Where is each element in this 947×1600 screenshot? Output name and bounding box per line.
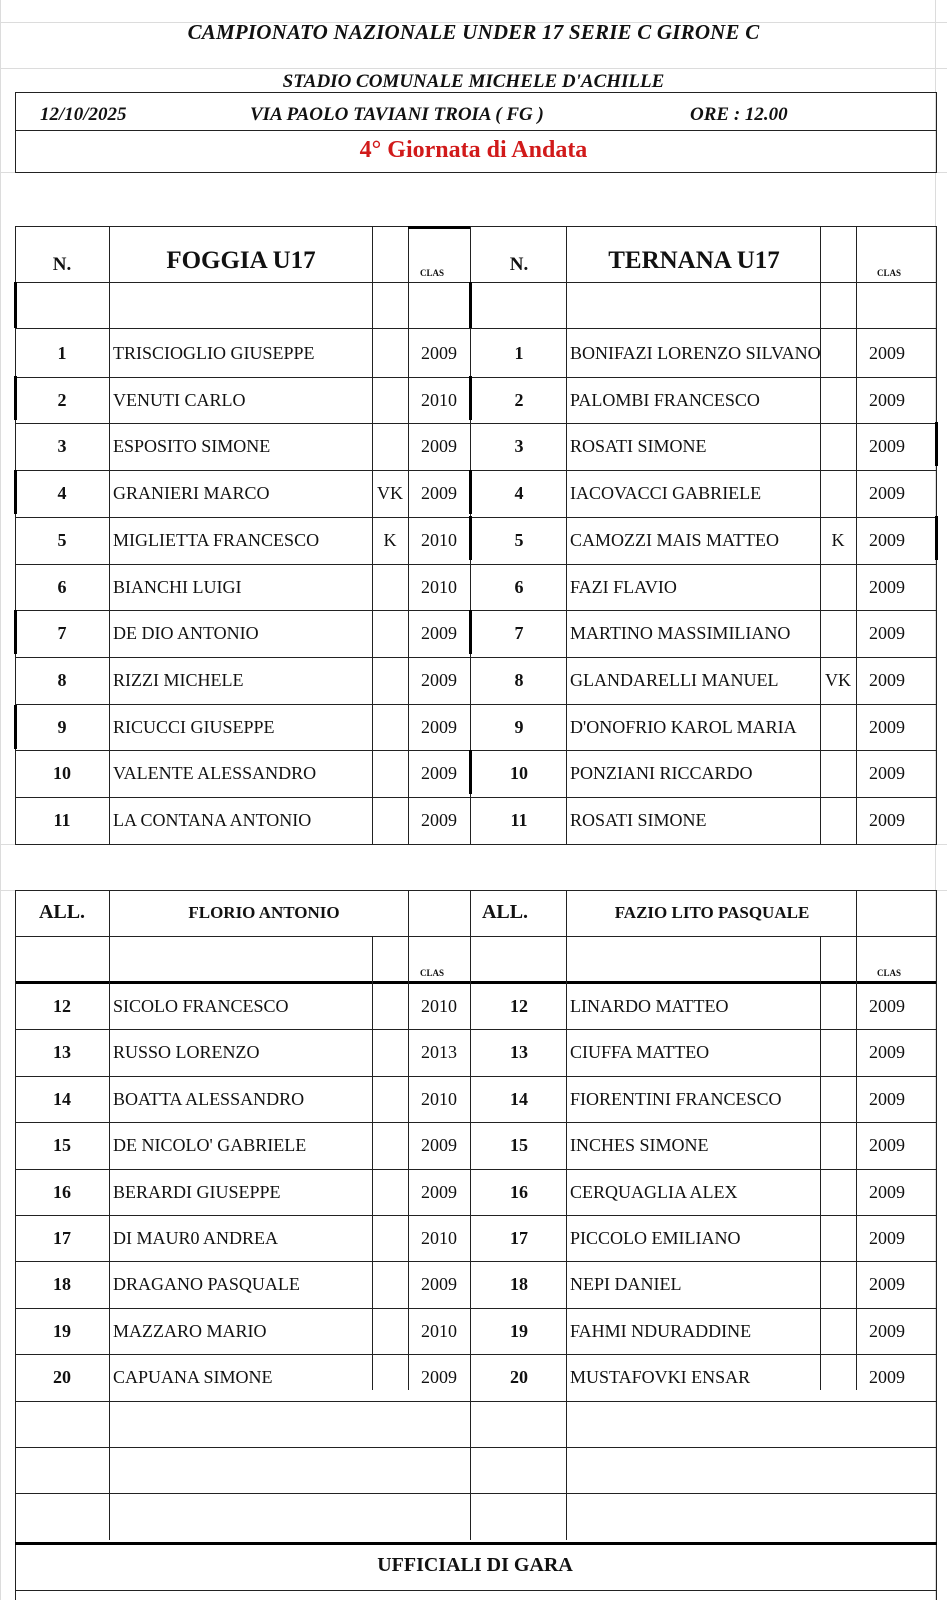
column-divider (109, 226, 110, 844)
player-number: 19 (510, 1321, 528, 1341)
captain-mark (820, 564, 856, 610)
left-marker (14, 282, 17, 328)
row-divider (15, 1447, 937, 1448)
center-divider (470, 890, 471, 1540)
player-number: 5 (57, 530, 67, 550)
captain-mark (820, 1122, 856, 1168)
player-name: BIANCHI LUIGI (113, 577, 242, 597)
captain-mark: K (383, 530, 397, 550)
birth-year: 2009 (869, 1135, 905, 1155)
birth-year: 2009 (869, 1228, 905, 1248)
player-name: FIORENTINI FRANCESCO (570, 1089, 782, 1109)
header-divider (15, 172, 937, 173)
player-number: 8 (514, 670, 524, 690)
row-divider (15, 1493, 937, 1494)
birth-year: 2009 (869, 810, 905, 830)
captain-mark (372, 797, 408, 843)
home-clas-header: CLAS (420, 268, 445, 278)
player-number: 18 (53, 1274, 71, 1294)
player-number: 19 (53, 1321, 71, 1341)
player-number: 18 (510, 1274, 528, 1294)
birth-year: 2009 (869, 763, 905, 783)
player-name: CAPUANA SIMONE (113, 1367, 273, 1387)
captain-mark (372, 1215, 408, 1261)
captain-mark (820, 704, 856, 750)
column-divider (566, 226, 567, 844)
captain-mark (372, 657, 408, 703)
player-number: 3 (514, 436, 524, 456)
birth-year: 2009 (421, 670, 457, 690)
player-name: IACOVACCI GABRIELE (570, 483, 762, 503)
officials-bottom-border (15, 1590, 937, 1591)
player-name: MAZZARO MARIO (113, 1321, 267, 1341)
away-team-name: TERNANA U17 (608, 247, 780, 274)
captain-mark (372, 1122, 408, 1168)
captain-mark (820, 423, 856, 469)
column-divider (109, 890, 110, 1540)
player-number: 13 (510, 1042, 528, 1062)
player-number: 7 (57, 623, 67, 643)
player-name: TRISCIOGLIO GIUSEPPE (113, 343, 315, 363)
player-number: 17 (53, 1228, 71, 1248)
captain-mark (820, 797, 856, 843)
player-name: INCHES SIMONE (570, 1135, 709, 1155)
coach-row-bottom (15, 936, 937, 937)
player-number: 6 (514, 577, 524, 597)
birth-year: 2009 (421, 623, 457, 643)
player-number: 1 (57, 343, 67, 363)
player-name: PALOMBI FRANCESCO (570, 390, 760, 410)
player-name: RUSSO LORENZO (113, 1042, 260, 1062)
player-number: 14 (510, 1089, 528, 1109)
captain-mark (372, 983, 408, 1029)
birth-year: 2010 (421, 390, 457, 410)
player-name: PONZIANI RICCARDO (570, 763, 753, 783)
player-number: 3 (57, 436, 67, 456)
birth-year: 2009 (869, 1182, 905, 1202)
birth-year: 2009 (869, 343, 905, 363)
player-name: NEPI DANIEL (570, 1274, 682, 1294)
captain-mark (372, 330, 408, 376)
row-marker (935, 516, 938, 560)
right-border (936, 890, 937, 1600)
captain-mark (372, 704, 408, 750)
birth-year: 2009 (869, 1321, 905, 1341)
player-name: CIUFFA MATTEO (570, 1042, 710, 1062)
player-name: MIGLIETTA FRANCESCO (113, 530, 320, 550)
player-number: 7 (514, 623, 524, 643)
player-name: ESPOSITO SIMONE (113, 436, 271, 456)
player-name: VENUTI CARLO (113, 390, 246, 410)
officials-top-border (15, 1542, 937, 1545)
center-marker (469, 282, 472, 328)
captain-mark (372, 750, 408, 796)
player-name: MUSTAFOVKI ENSAR (570, 1367, 751, 1387)
captain-mark (820, 1215, 856, 1261)
birth-year: 2009 (869, 530, 905, 550)
away-clas-header: CLAS (877, 268, 902, 278)
player-number: 11 (53, 810, 71, 830)
player-name: LA CONTANA ANTONIO (113, 810, 312, 830)
captain-mark (372, 377, 408, 423)
captain-mark (820, 1354, 856, 1400)
column-divider (566, 890, 567, 1540)
home-num-header: N. (52, 254, 72, 275)
captain-mark (820, 1308, 856, 1354)
player-name: D'ONOFRIO KAROL MARIA (570, 717, 797, 737)
captain-mark (820, 1076, 856, 1122)
captain-mark (372, 1308, 408, 1354)
player-name: DI MAUR0 ANDREA (113, 1228, 279, 1248)
sheet-grid (0, 0, 1, 1600)
player-name: RICUCCI GIUSEPPE (113, 717, 275, 737)
birth-year: 2009 (869, 623, 905, 643)
blank-row-bottom (15, 328, 937, 329)
sheet-grid (0, 68, 947, 69)
captain-mark (372, 1169, 408, 1215)
birth-year: 2009 (421, 1274, 457, 1294)
birth-year: 2009 (869, 1274, 905, 1294)
birth-year: 2009 (421, 763, 457, 783)
player-name: DRAGANO PASQUALE (113, 1274, 300, 1294)
birth-year: 2010 (421, 530, 457, 550)
row-marker (935, 422, 938, 466)
player-name: GLANDARELLI MANUEL (570, 670, 779, 690)
captain-mark (820, 470, 856, 516)
captain-mark (372, 423, 408, 469)
row-divider (15, 844, 937, 845)
player-number: 4 (514, 483, 524, 503)
captain-mark (372, 610, 408, 656)
player-number: 9 (514, 717, 524, 737)
birth-year: 2010 (421, 577, 457, 597)
birth-year: 2009 (869, 717, 905, 737)
player-number: 14 (53, 1089, 71, 1109)
player-number: 6 (57, 577, 67, 597)
player-number: 15 (53, 1135, 71, 1155)
home-coach-name: FLORIO ANTONIO (188, 903, 340, 922)
championship-title: CAMPIONATO NAZIONALE UNDER 17 SERIE C GIRONE C (187, 20, 760, 44)
birth-year: 2009 (869, 1089, 905, 1109)
player-name: FAZI FLAVIO (570, 577, 677, 597)
player-number: 8 (57, 670, 67, 690)
birth-year: 2009 (421, 717, 457, 737)
player-number: 10 (53, 763, 71, 783)
player-name: ROSATI SIMONE (570, 436, 707, 456)
player-name: DE NICOLO' GABRIELE (113, 1135, 307, 1155)
header-divider (15, 130, 937, 131)
birth-year: 2010 (421, 1089, 457, 1109)
player-number: 12 (53, 996, 71, 1016)
captain-mark (820, 610, 856, 656)
player-number: 2 (57, 390, 67, 410)
birth-year: 2009 (869, 670, 905, 690)
captain-mark (372, 564, 408, 610)
player-number: 2 (514, 390, 524, 410)
stadium-name: STADIO COMUNALE MICHELE D'ACHILLE (282, 71, 665, 92)
captain-mark (820, 750, 856, 796)
player-number: 4 (57, 483, 67, 503)
player-number: 20 (53, 1367, 71, 1387)
birth-year: 2009 (421, 1135, 457, 1155)
birth-year: 2010 (421, 1228, 457, 1248)
player-number: 16 (510, 1182, 528, 1202)
away-coach-label: ALL. (481, 901, 529, 923)
player-number: 17 (510, 1228, 528, 1248)
clas-cap (408, 226, 470, 229)
player-number: 15 (510, 1135, 528, 1155)
captain-mark (820, 1029, 856, 1075)
birth-year: 2009 (869, 390, 905, 410)
officials-title: UFFICIALI DI GARA (377, 1554, 573, 1576)
birth-year: 2009 (869, 436, 905, 456)
border (936, 92, 937, 172)
player-name: VALENTE ALESSANDRO (113, 763, 317, 783)
away-num-header: N. (509, 254, 529, 275)
player-number: 11 (510, 810, 528, 830)
birth-year: 2009 (869, 577, 905, 597)
birth-year: 2010 (421, 996, 457, 1016)
captain-mark: VK (825, 670, 851, 690)
captain-mark (820, 1169, 856, 1215)
player-name: BOATTA ALESSANDRO (113, 1089, 305, 1109)
birth-year: 2009 (421, 483, 457, 503)
player-number: 12 (510, 996, 528, 1016)
birth-year: 2013 (421, 1042, 457, 1062)
matchday-title: 4° Giornata di Andata (359, 137, 588, 163)
birth-year: 2009 (421, 810, 457, 830)
birth-year: 2009 (421, 1367, 457, 1387)
player-number: 5 (514, 530, 524, 550)
birth-year: 2009 (421, 343, 457, 363)
player-name: CERQUAGLIA ALEX (570, 1182, 738, 1202)
birth-year: 2009 (869, 483, 905, 503)
player-name: PICCOLO EMILIANO (570, 1228, 741, 1248)
captain-mark: K (831, 530, 845, 550)
captain-mark (820, 1261, 856, 1307)
birth-year: 2010 (421, 1321, 457, 1341)
player-number: 10 (510, 763, 528, 783)
player-number: 16 (53, 1182, 71, 1202)
player-name: GRANIERI MARCO (113, 483, 270, 503)
captain-mark (372, 1076, 408, 1122)
birth-year: 2009 (869, 996, 905, 1016)
birth-year: 2009 (421, 436, 457, 456)
captain-mark (820, 330, 856, 376)
birth-year: 2009 (869, 1042, 905, 1062)
player-name: MARTINO MASSIMILIANO (570, 623, 791, 643)
captain-mark: VK (377, 483, 403, 503)
captain-mark (820, 377, 856, 423)
player-number: 20 (510, 1367, 528, 1387)
player-name: RIZZI MICHELE (113, 670, 244, 690)
home-team-name: FOGGIA U17 (166, 247, 316, 274)
player-name: BONIFAZI LORENZO SILVANO (570, 343, 821, 363)
captain-mark (372, 1261, 408, 1307)
captain-mark (372, 1029, 408, 1075)
player-name: CAMOZZI MAIS MATTEO (570, 530, 779, 550)
player-name: ROSATI SIMONE (570, 810, 707, 830)
player-name: BERARDI GIUSEPPE (113, 1182, 281, 1202)
player-name: FAHMI NDURADDINE (570, 1321, 752, 1341)
player-name: LINARDO MATTEO (570, 996, 729, 1016)
player-name: SICOLO FRANCESCO (113, 996, 289, 1016)
player-number: 1 (514, 343, 524, 363)
player-name: DE DIO ANTONIO (113, 623, 259, 643)
match-address: VIA PAOLO TAVIANI TROIA ( FG ) (250, 104, 544, 125)
match-time: ORE : 12.00 (690, 104, 788, 125)
team-header-bottom (15, 282, 937, 283)
birth-year: 2009 (869, 1367, 905, 1387)
coach-row-top (15, 890, 937, 891)
captain-mark (372, 1354, 408, 1400)
border (15, 92, 16, 172)
home-subs-clas-header: CLAS (420, 968, 445, 978)
home-coach-label: ALL. (38, 901, 86, 923)
player-number: 13 (53, 1042, 71, 1062)
match-date: 12/10/2025 (40, 104, 127, 125)
away-subs-clas-header: CLAS (877, 968, 902, 978)
player-number: 9 (57, 717, 67, 737)
row-divider (15, 1401, 937, 1402)
away-coach-name: FAZIO LITO PASQUALE (614, 903, 810, 922)
captain-mark (820, 983, 856, 1029)
table-top-border (15, 226, 937, 227)
birth-year: 2009 (421, 1182, 457, 1202)
